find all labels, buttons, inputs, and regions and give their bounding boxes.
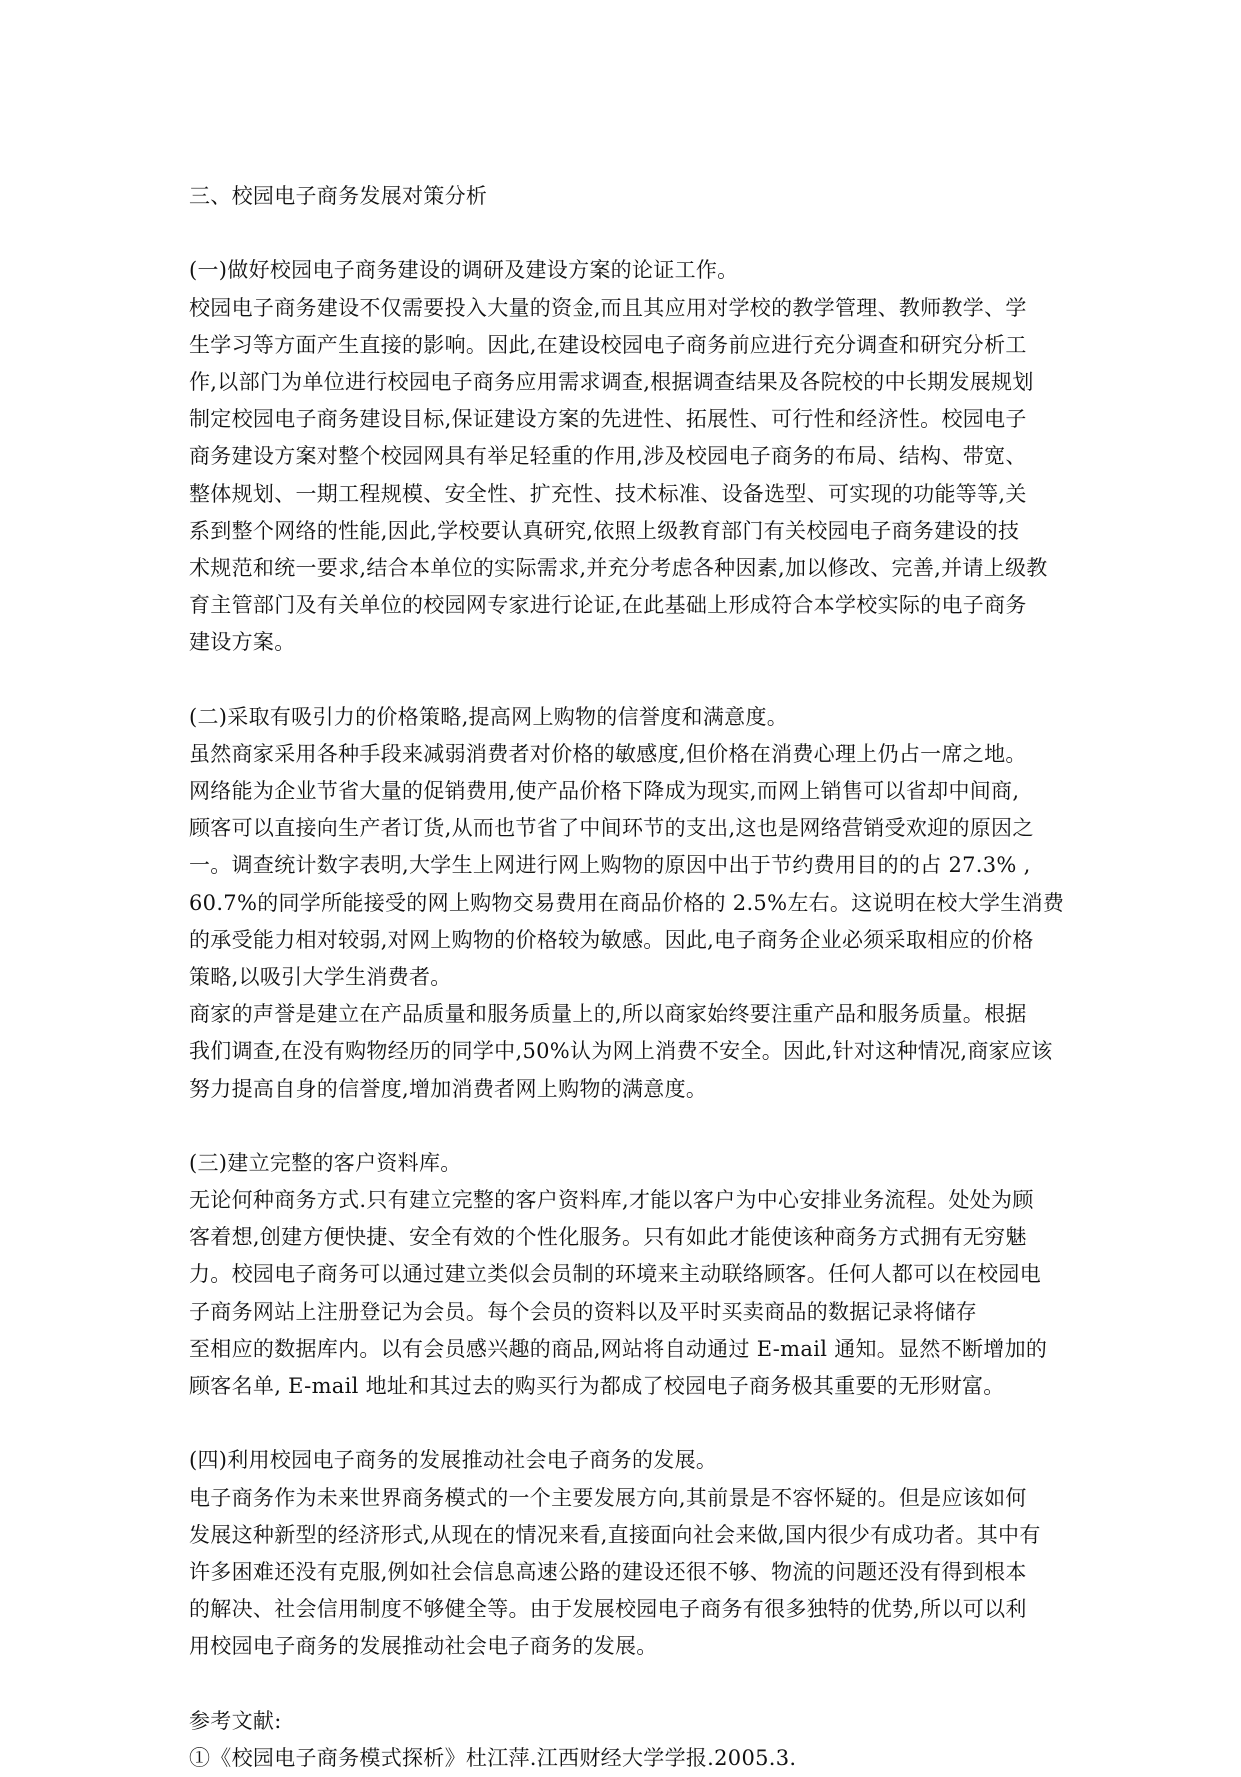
body-line: 的承受能力相对较弱,对网上购物的价格较为敏感。因此,电子商务企业必须采取相应的价格 <box>189 927 1034 952</box>
body-line: 发展这种新型的经济形式,从现在的情况来看,直接面向社会来做,国内很少有成功者。其中有 <box>189 1522 1041 1547</box>
subsection-heading-1: (一)做好校园电子商务建设的调研及建设方案的论证工作。 <box>189 258 739 283</box>
body-line: 一。调查统计数字表明,大学生上网进行网上购物的原因中出于节约费用目的的占 27.3% , <box>189 853 1031 878</box>
body-line: 商家的声誉是建立在产品质量和服务质量上的,所以商家始终要注重产品和服务质量。根据 <box>189 1002 1027 1027</box>
body-line: 策略,以吸引大学生消费者。 <box>189 964 452 989</box>
paragraph-gap <box>189 215 1055 252</box>
body-line: 制定校园电子商务建设目标,保证建设方案的先进性、拓展性、可行性和经济性。校园电子 <box>189 407 1027 432</box>
subsection-heading-3: (三)建立完整的客户资料库。 <box>189 1150 462 1175</box>
body-line: 努力提高自身的信誉度,增加消费者网上购物的满意度。 <box>189 1076 708 1101</box>
body-line: 我们调查,在没有购物经历的同学中,50%认为网上消费不安全。因此,针对这种情况,商家应该 <box>189 1039 1053 1064</box>
body-line: 电子商务作为未来世界商务模式的一个主要发展方向,其前景是不容怀疑的。但是应该如何 <box>189 1485 1027 1510</box>
body-line: 校园电子商务建设不仅需要投入大量的资金,而且其应用对学校的教学管理、教师教学、学 <box>189 295 1027 320</box>
body-line: 顾客名单, E-mail 地址和其过去的购买行为都成了校园电子商务极其重要的无形财富。 <box>189 1374 1005 1398</box>
body-line: 育主管部门及有关单位的校园网专家进行论证,在此基础上形成符合本学校实际的电子商务 <box>189 593 1027 618</box>
paragraph-gap <box>189 1405 1055 1442</box>
body-line: 术规范和统一要求,结合本单位的实际需求,并充分考虑各种因素,加以修改、完善,并请上级教 <box>189 555 1048 580</box>
body-line: 作,以部门为单位进行校园电子商务应用需求调查,根据调查结果及各院校的中长期发展规划 <box>189 369 1034 394</box>
body-line: 顾客可以直接向生产者订货,从而也节省了中间环节的支出,这也是网络营销受欢迎的原因之 <box>189 816 1034 841</box>
body-line: 力。校园电子商务可以通过建立类似会员制的环境来主动联络顾客。任何人都可以在校园电 <box>189 1262 1041 1287</box>
body-line: 商务建设方案对整个校园网具有举足轻重的作用,涉及校园电子商务的布局、结构、带宽、 <box>189 444 1027 469</box>
body-line: 网络能为企业节省大量的促销费用,使产品价格下降成为现实,而网上销售可以省却中间商, <box>189 779 1020 803</box>
body-line: 60.7%的同学所能接受的网上购物交易费用在商品价格的 2.5%左右。这说明在校大学生消费 <box>189 890 1065 915</box>
reference-item: ①《校园电子商务模式探析》杜江萍.江西财经大学学报.2005.3. <box>189 1745 797 1770</box>
body-line: 建设方案。 <box>189 630 296 655</box>
body-line: 整体规划、一期工程规模、安全性、扩充性、技术标准、设备选型、可实现的功能等等,关 <box>189 481 1027 506</box>
body-line: 生学习等方面产生直接的影响。因此,在建设校园电子商务前应进行充分调查和研究分析工 <box>189 332 1027 357</box>
body-line: 的解决、社会信用制度不够健全等。由于发展校园电子商务有很多独特的优势,所以可以利 <box>189 1597 1027 1622</box>
paragraph-gap <box>189 1108 1055 1145</box>
section-title: 三、校园电子商务发展对策分析 <box>189 184 488 208</box>
paragraph-gap <box>189 1666 1055 1703</box>
references-label: 参考文献: <box>189 1708 282 1733</box>
subsection-heading-4: (四)利用校园电子商务的发展推动社会电子商务的发展。 <box>189 1448 718 1473</box>
subsection-heading-2: (二)采取有吸引力的价格策略,提高网上购物的信誉度和满意度。 <box>189 704 789 729</box>
body-line: 客着想,创建方便快捷、安全有效的个性化服务。只有如此才能使该种商务方式拥有无穷魅 <box>189 1225 1027 1250</box>
body-line: 虽然商家采用各种手段来减弱消费者对价格的敏感度,但价格在消费心理上仍占一席之地。 <box>189 741 1027 766</box>
body-line: 无论何种商务方式.只有建立完整的客户资料库,才能以客户为中心安排业务流程。处处为顾 <box>189 1188 1034 1213</box>
document-page <box>189 178 1065 1777</box>
body-line: 用校园电子商务的发展推动社会电子商务的发展。 <box>189 1634 658 1659</box>
body-line: 许多困难还没有克服,例如社会信息高速公路的建设还很不够、物流的问题还没有得到根本 <box>189 1559 1027 1584</box>
body-line: 子商务网站上注册登记为会员。每个会员的资料以及平时买卖商品的数据记录将储存 <box>189 1299 978 1324</box>
paragraph-gap <box>189 661 1055 698</box>
body-line: 至相应的数据库内。以有会员感兴趣的商品,网站将自动通过 E-mail 通知。显然不断增加的 <box>189 1336 1048 1361</box>
body-line: 系到整个网络的性能,因此,学校要认真研究,依照上级教育部门有关校园电子商务建设的技 <box>189 518 1020 543</box>
